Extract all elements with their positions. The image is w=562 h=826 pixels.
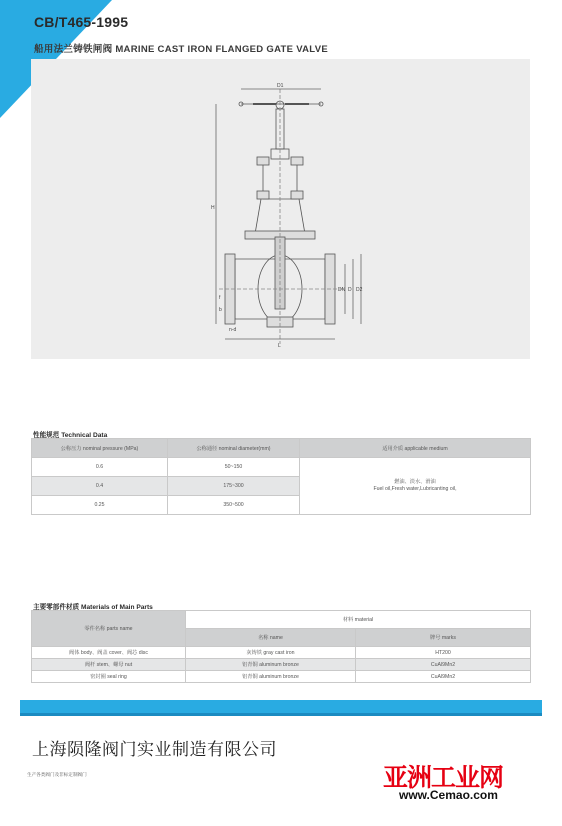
col-header-marks: 牌号 marks <box>356 629 531 647</box>
gate-valve-drawing <box>31 59 530 359</box>
diameter-cell: 175~300 <box>168 477 300 496</box>
dim-label-l: L <box>278 343 281 349</box>
marks-cell: HT200 <box>356 647 531 659</box>
company-name: 上海陨隆阀门实业制造有限公司 <box>32 740 277 759</box>
technical-data-table <box>31 438 531 515</box>
col-header-material: 材料 material <box>186 611 531 629</box>
dim-label-nd: n-d <box>229 327 237 333</box>
material-name-cell: 铝青铜 aluminum bronze <box>186 671 356 683</box>
dim-label-h: H <box>211 205 215 211</box>
diameter-cell: 350~500 <box>168 496 300 515</box>
marks-cell: CuAl9Mn2 <box>356 659 531 671</box>
brand-logo: 亚洲工业网 <box>383 764 504 792</box>
dim-label-d2: D2 <box>356 287 363 293</box>
product-title: 船用法兰铸铁闸阀 MARINE CAST IRON FLANGED GATE VALVE <box>34 44 328 55</box>
dim-label-d: D <box>348 287 352 293</box>
footer-accent-bar-dark <box>20 713 542 716</box>
medium-cn: 燃油、淡水、滑油 <box>394 479 436 485</box>
technical-data-title: 性能规范 Technical Data <box>33 432 108 439</box>
col-header-diameter: 公称通径 nominal diameter(mm) <box>168 439 300 458</box>
materials-table <box>31 610 531 683</box>
medium-cell <box>300 458 531 515</box>
col-header-part: 零件名称 parts name <box>32 611 186 647</box>
dim-label-b: b <box>219 307 222 313</box>
pressure-cell: 0.6 <box>32 458 168 477</box>
table-row <box>32 659 531 671</box>
footer-accent-bar <box>20 700 542 713</box>
diameter-cell: 50~150 <box>168 458 300 477</box>
materials-title: 主要零部件材质 Materials of Main Parts <box>33 604 153 611</box>
col-header-medium: 适用介质 applicable medium <box>300 439 531 458</box>
footer-note: 生产各类阀门及非标定制阀门 <box>27 772 87 777</box>
technical-drawing-panel <box>31 59 530 359</box>
col-header-pressure: 公称压力 nominal pressure (MPa) <box>32 439 168 458</box>
marks-cell: CuAl9Mn2 <box>356 671 531 683</box>
material-name-cell: 灰铸铁 gray cast iron <box>186 647 356 659</box>
col-header-name: 名称 name <box>186 629 356 647</box>
pressure-cell: 0.4 <box>32 477 168 496</box>
dim-label-f: f <box>219 295 221 301</box>
part-cell: 阀杆 stem、螺母 nut <box>32 659 186 671</box>
medium-en: Fuel oil,Fresh water,Lubricanting oil, <box>373 486 457 492</box>
part-cell: 阀体 body、阀盖 cover、阀芯 disc <box>32 647 186 659</box>
dim-label-dn: DN <box>338 287 346 293</box>
table-row <box>32 647 531 659</box>
dim-label-d1: D1 <box>277 83 284 89</box>
table-row <box>32 458 531 477</box>
part-cell: 密封圈 seal ring <box>32 671 186 683</box>
table-row <box>32 671 531 683</box>
brand-url[interactable]: www.Cemao.com <box>399 788 498 802</box>
pressure-cell: 0.25 <box>32 496 168 515</box>
material-name-cell: 铝青铜 aluminum bronze <box>186 659 356 671</box>
standard-code: CB/T465-1995 <box>34 14 129 30</box>
